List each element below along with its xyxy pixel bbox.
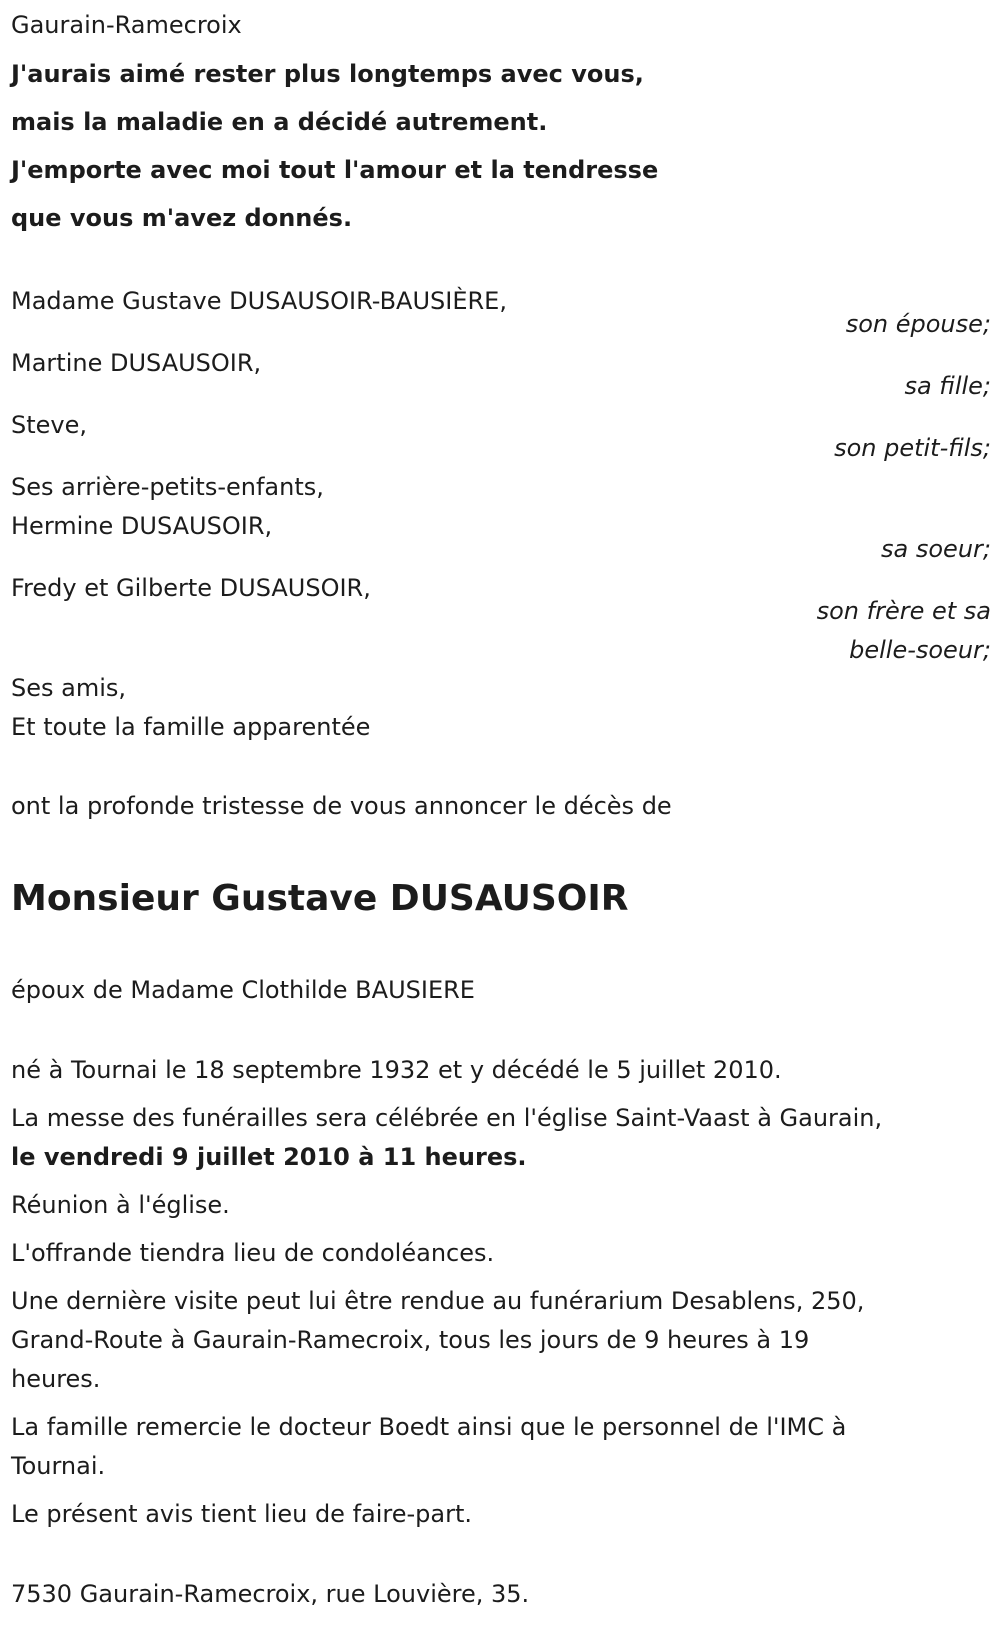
birth-death-line: né à Tournai le 18 septembre 1932 et y décédé le 5 juillet 2010. xyxy=(11,1056,782,1084)
mourner-name: Martine DUSAUSOIR, xyxy=(11,349,262,377)
mourner-name: Steve, xyxy=(11,411,88,439)
mourner-relation: son petit-fils; xyxy=(834,434,991,462)
address: 7530 Gaurain-Ramecroix, rue Louvière, 35. xyxy=(11,1580,530,1608)
mourner-name: Fredy et Gilberte DUSAUSOIR, xyxy=(11,574,371,602)
mass-line: La messe des funérailles sera célébrée en l'église Saint-Vaast à Gaurain, xyxy=(11,1104,883,1132)
thanks-line: La famille remercie le docteur Boedt ainsi que le personnel de l'IMC à xyxy=(11,1413,847,1441)
spouse-line: époux de Madame Clothilde BAUSIERE xyxy=(11,976,475,1004)
mourner-name: Hermine DUSAUSOIR, xyxy=(11,512,273,540)
meeting-line: Réunion à l'église. xyxy=(11,1191,230,1219)
verse-line: mais la maladie en a décidé autrement. xyxy=(11,108,548,136)
notice-line: Le présent avis tient lieu de faire-part. xyxy=(11,1500,473,1528)
offering-line: L'offrande tiendra lieu de condoléances. xyxy=(11,1239,495,1267)
mass-date: le vendredi 9 juillet 2010 à 11 heures. xyxy=(11,1143,527,1171)
mourner-relation: sa soeur; xyxy=(881,535,991,563)
mourner-name: Et toute la famille apparentée xyxy=(11,713,371,741)
visit-line: Grand-Route à Gaurain-Ramecroix, tous les jours de 9 heures à 19 xyxy=(11,1326,810,1354)
thanks-line: Tournai. xyxy=(11,1452,106,1480)
verse-line: J'emporte avec moi tout l'amour et la tendresse xyxy=(11,156,659,184)
visit-line: Une dernière visite peut lui être rendue au funérarium Desablens, 250, xyxy=(11,1287,865,1315)
mourner-name: Ses arrière-petits-enfants, xyxy=(11,473,324,501)
mourner-relation: belle-soeur; xyxy=(849,636,991,664)
visit-line: heures. xyxy=(11,1365,101,1393)
mourner-name: Ses amis, xyxy=(11,674,127,702)
location: Gaurain-Ramecroix xyxy=(11,11,242,39)
mourner-relation: son épouse; xyxy=(845,310,991,338)
mourner-relation: sa fille; xyxy=(904,372,991,400)
announcement: ont la profonde tristesse de vous annoncer le décès de xyxy=(11,792,672,820)
verse-line: J'aurais aimé rester plus longtemps avec vous, xyxy=(11,60,644,88)
mourner-name: Madame Gustave DUSAUSOIR-BAUSIÈRE, xyxy=(11,287,507,315)
deceased-name: Monsieur Gustave DUSAUSOIR xyxy=(11,878,629,919)
verse-line: que vous m'avez donnés. xyxy=(11,204,353,232)
mourner-relation: son frère et sa xyxy=(816,597,991,625)
